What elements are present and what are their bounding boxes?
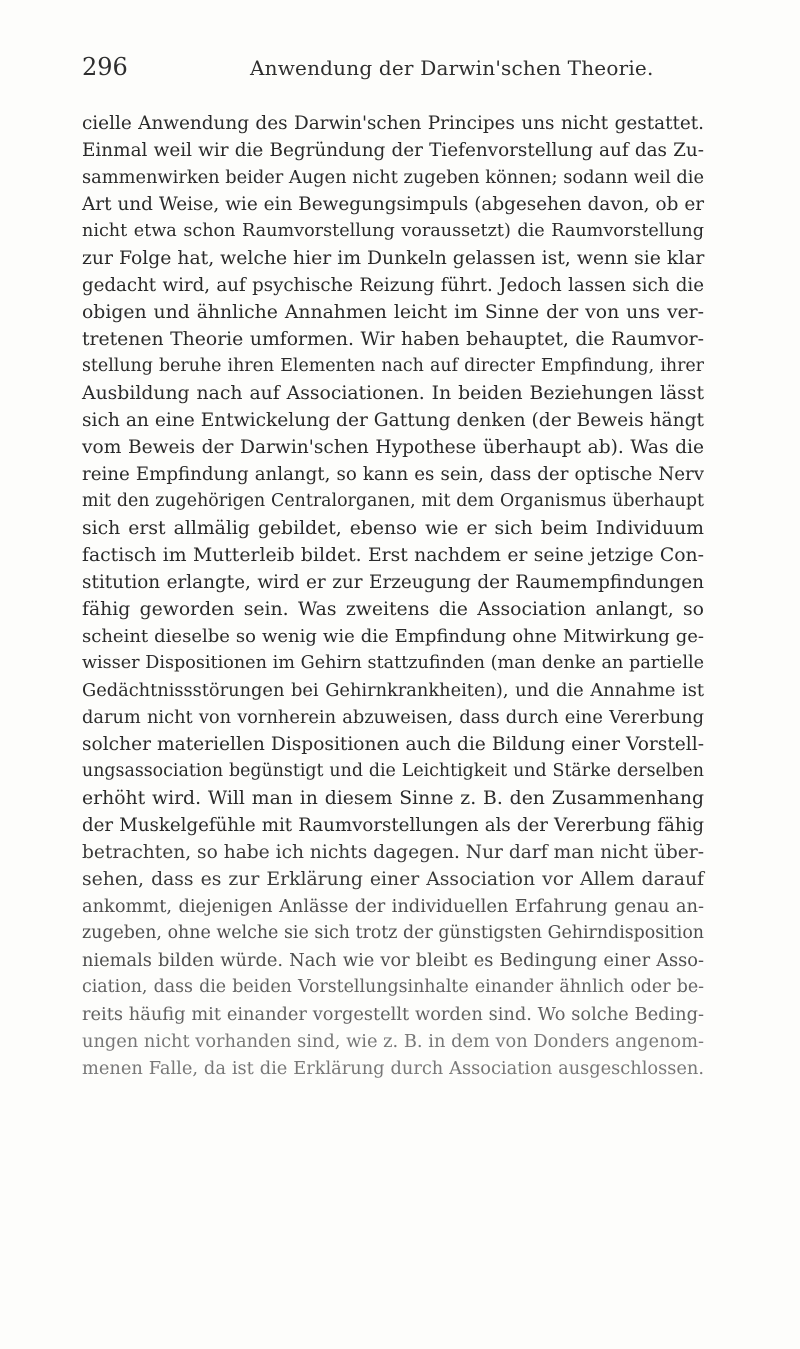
text-line: solcher materiellen Dispositionen auch die Bildung einer Vorstell- xyxy=(82,734,704,755)
text-line: reits häufig mit einander vorgestellt worden sind. Wo solche Beding- xyxy=(82,1004,704,1025)
text-line: scheint dieselbe so wenig wie die Empfindung ohne Mitwirkung ge- xyxy=(82,626,704,647)
text-line: fähig geworden sein. Was zweitens die Association anlangt, so xyxy=(82,599,704,620)
text-line: Ausbildung nach auf Associationen. In beiden Beziehungen lässt xyxy=(82,383,704,404)
text-line: nicht etwa schon Raumvorstellung voraussetzt) die Raumvorstellung xyxy=(82,221,704,241)
text-line: reine Empfindung anlangt, so kann es sein, dass der optische Nerv xyxy=(82,464,704,485)
text-line: niemals bilden würde. Nach wie vor bleibt es Bedingung einer Asso- xyxy=(82,950,704,971)
text-line: darum nicht von vornherein abzuweisen, dass durch eine Vererbung xyxy=(82,707,704,728)
text-line: mit den zugehörigen Centralorganen, mit dem Organismus überhaupt xyxy=(82,491,704,511)
text-line: factisch im Mutterleib bildet. Erst nachdem er seine jetzige Con- xyxy=(82,545,704,566)
text-line: sich erst allmälig gebildet, ebenso wie er sich beim Individuum xyxy=(82,518,704,539)
running-title: Anwendung der Darwin'schen Theorie. xyxy=(250,56,654,80)
text-line: gedacht wird, auf psychische Reizung führt. Jedoch lassen sich die xyxy=(82,275,704,296)
page-number: 296 xyxy=(82,53,128,81)
text-line: wisser Dispositionen im Gehirn stattzufinden (man denke an partielle xyxy=(82,653,704,673)
page-header xyxy=(82,50,702,84)
text-line: Art und Weise, wie ein Bewegungsimpuls (abgesehen davon, ob er xyxy=(82,194,704,215)
text-line: sehen, dass es zur Erklärung einer Association vor Allem darauf xyxy=(82,869,704,890)
text-line: menen Falle, da ist die Erklärung durch Association ausgeschlossen. xyxy=(82,1058,704,1079)
text-line: tretenen Theorie umformen. Wir haben behauptet, die Raumvor- xyxy=(82,329,704,350)
text-line: erhöht wird. Will man in diesem Sinne z. B. den Zusammenhang xyxy=(82,788,704,809)
text-line: ungsassociation begünstigt und die Leichtigkeit und Stärke derselben xyxy=(82,761,704,781)
text-line: ciation, dass die beiden Vorstellungsinhalte einander ähnlich oder be- xyxy=(82,977,704,997)
text-line: cielle Anwendung des Darwin'schen Principes uns nicht gestattet. xyxy=(82,113,704,134)
text-line: ankommt, diejenigen Anlässe der individuellen Erfahrung genau an- xyxy=(82,896,704,917)
text-line: Einmal weil wir die Begründung der Tiefenvorstellung auf das Zu- xyxy=(82,140,704,161)
text-line: vom Beweis der Darwin'schen Hypothese überhaupt ab). Was die xyxy=(82,437,704,458)
text-line: ungen nicht vorhanden sind, wie z. B. in dem von Donders angenom- xyxy=(82,1031,704,1052)
text-line: zugeben, ohne welche sie sich trotz der günstigsten Gehirndisposition xyxy=(82,923,704,943)
text-line: sammenwirken beider Augen nicht zugeben können; sodann weil die xyxy=(82,167,704,188)
text-line: stellung beruhe ihren Elementen nach auf directer Empfindung, ihrer xyxy=(82,356,704,376)
text-line: sich an eine Entwickelung der Gattung denken (der Beweis hängt xyxy=(82,410,704,431)
text-line: der Muskelgefühle mit Raumvorstellungen als der Vererbung fähig xyxy=(82,815,704,836)
text-line: Gedächtnissstörungen bei Gehirnkrankheiten), und die Annahme ist xyxy=(82,680,704,701)
text-line: obigen und ähnliche Annahmen leicht im Sinne der von uns ver- xyxy=(82,302,704,323)
text-line: zur Folge hat, welche hier im Dunkeln gelassen ist, wenn sie klar xyxy=(82,248,705,269)
text-line: stitution erlangte, wird er zur Erzeugung der Raumempfindungen xyxy=(82,572,704,593)
body-text xyxy=(82,110,704,1082)
text-line: betrachten, so habe ich nichts dagegen. Nur darf man nicht über- xyxy=(82,842,704,863)
